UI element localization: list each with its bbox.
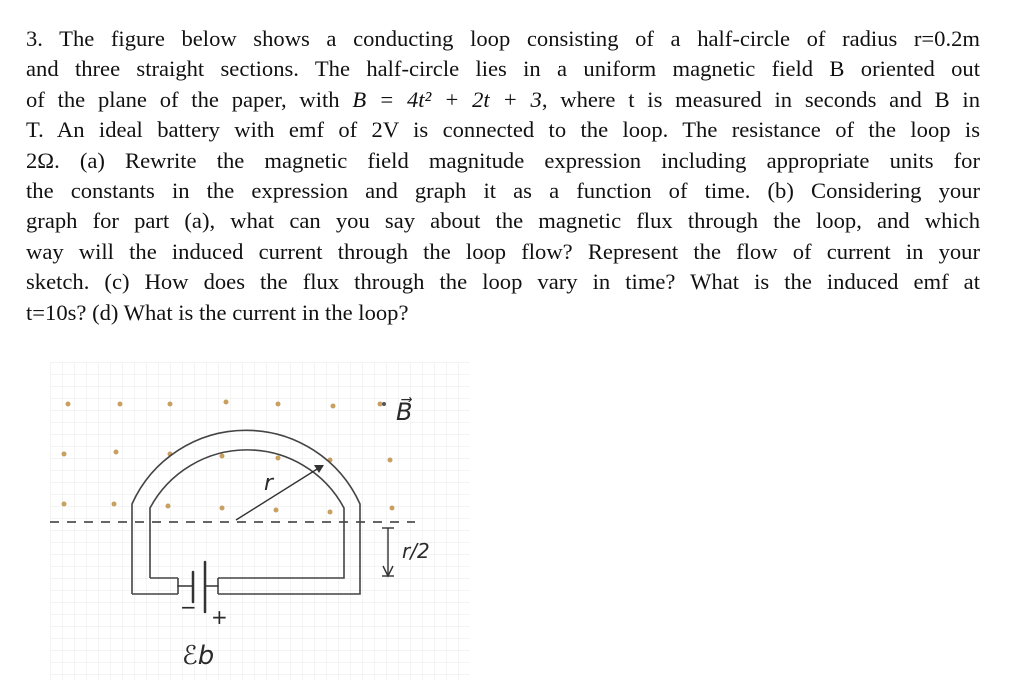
b-dot [382, 402, 386, 406]
problem-line-4 [26, 115, 980, 145]
circuit-figure [50, 362, 470, 680]
emf-label: ℰb [182, 641, 215, 671]
battery-plus-label: + [211, 605, 228, 629]
radius-label: r [264, 471, 274, 496]
problem-line-2: and three straight sections. The half-circle lies in a uniform magnetic field B oriented out [26, 56, 980, 82]
problem-text [26, 24, 980, 328]
problem-line-3-head: of the plane of the paper, with [26, 86, 340, 112]
problem-line-3 [26, 85, 980, 115]
battery-minus-label: − [180, 595, 197, 619]
magnetic-field-formula: B = 4t² + 2t + 3 [352, 86, 542, 112]
problem-line-5: 2Ω. (a) Rewrite the magnetic field magnitude expression including appropriate units for [26, 147, 980, 173]
circuit-sketch [50, 362, 470, 680]
problem-line-8: way will the induced current through the loop flow? Represent the flow of current in your [26, 238, 980, 264]
problem-line-3-tail: , where t is measured in seconds and B in [541, 86, 981, 112]
problem-line-6: the constants in the expression and graph it as a function of time. (b) Considering your [26, 178, 980, 204]
problem-line-4-head: T. [26, 117, 44, 143]
problem-line-4-body: An ideal battery with emf of 2V is connected to the loop. The resistance of the loop is [56, 117, 981, 143]
problem-line-7: graph for part (a), what can you say about the magnetic flux through the loop, and which [26, 208, 980, 234]
half-radius-label: r/2 [402, 539, 430, 563]
field-label: B⃗ [396, 398, 413, 426]
problem-line-10: t=10s? (d) What is the current in the loop? [26, 299, 409, 325]
problem-line-9: sketch. (c) How does the flux through the loop vary in time? What is the induced emf at [26, 269, 980, 295]
problem-line-1: 3. The figure below shows a conducting loop consisting of a half-circle of radius r=0.2m [26, 26, 980, 51]
